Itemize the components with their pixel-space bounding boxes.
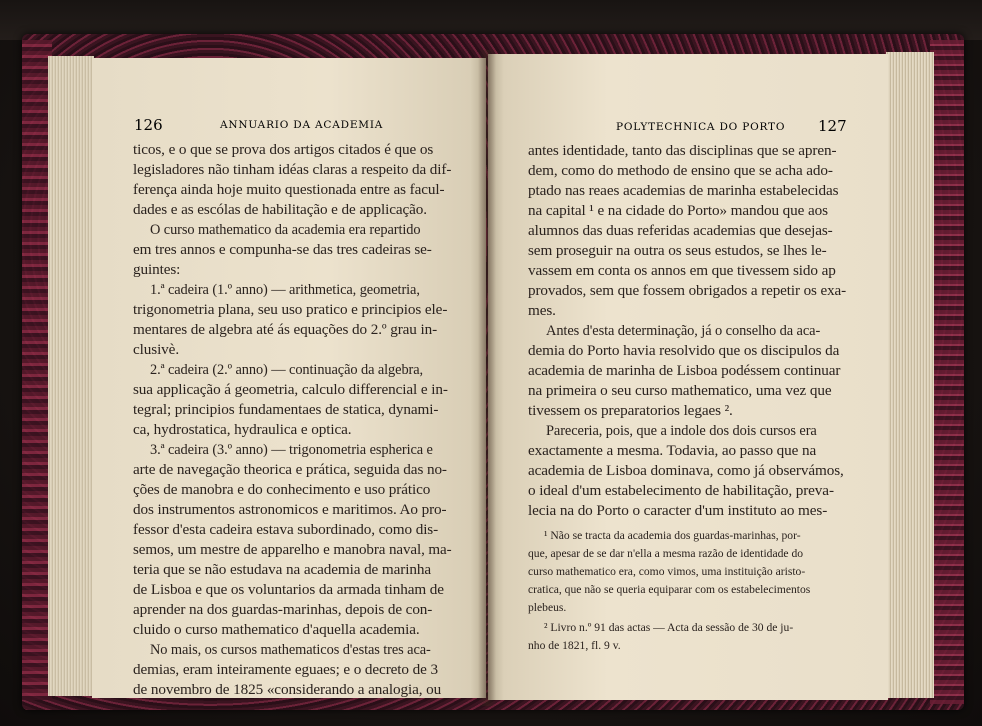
text-line: o ideal d'um estabelecimento de habilitação, preva- bbox=[528, 482, 834, 499]
right-running-header: POLYTECHNICA DO PORTO bbox=[616, 121, 786, 133]
text-line: legisladores não tinham idéas claras a respeito da dif- bbox=[133, 161, 452, 178]
footnote-line: cratica, que não se queria equiparar com os estabelecimentos bbox=[528, 583, 811, 596]
text-line: ticos, e o que se prova dos artigos citados é que os bbox=[133, 141, 434, 158]
footnote-line: que, apesar de se dar n'ella a mesma razão de identidade do bbox=[528, 547, 804, 560]
text-line: lecia na do Porto o caracter d'um instituto ao mes- bbox=[528, 502, 828, 519]
text-line: mes. bbox=[528, 302, 556, 319]
text-line: sua applicação á geometria, calculo differencial e in- bbox=[133, 381, 448, 398]
text-line: guintes: bbox=[133, 261, 181, 278]
text-line: demia do Porto havia resolvido que os discipulos da bbox=[528, 342, 840, 359]
text-line: dades e as escólas de habilitação e de applicação. bbox=[133, 201, 427, 218]
text-line: sem proseguir na outra os seus estudos, se lhes le- bbox=[528, 242, 827, 259]
left-running-header: ANNUARIO DA ACADEMIA bbox=[220, 119, 384, 131]
text-line: Pareceria, pois, que a indole dos dois cursos era bbox=[546, 422, 817, 439]
text-line: academia de Lisboa dominava, como já observámos, bbox=[528, 462, 844, 479]
text-line: teria que se não estudava na academia de marinha bbox=[133, 561, 431, 578]
text-line: clusivè. bbox=[133, 341, 180, 358]
text-line: 2.ª cadeira (2.º anno) — continuação da algebra, bbox=[150, 361, 424, 378]
text-line: dos instrumentos astronomicos e maritimos. Ao pro- bbox=[133, 501, 447, 518]
text-line: ções de manobra e do conhecimento e uso prático bbox=[133, 481, 431, 498]
page-stack-right bbox=[886, 52, 934, 698]
footnote-line: ² Livro n.º 91 das actas — Acta da sessão de 30 de ju- bbox=[544, 621, 794, 634]
text-line: ca, hydrostatica, hydraulica e optica. bbox=[133, 421, 352, 438]
text-line: de Lisboa e que os voluntarios da armada tinham de bbox=[133, 581, 444, 598]
text-line: O curso mathematico da academia era repartido bbox=[150, 221, 421, 238]
text-line: provados, sem que fossem obrigados a repetir os exa- bbox=[528, 282, 847, 299]
text-line: trigonometria plana, seu uso pratico e principios ele- bbox=[133, 301, 448, 318]
text-line: fessor d'esta cadeira estava subordinado, como dis- bbox=[133, 521, 439, 538]
text-line: em tres annos e compunha-se das tres cadeiras se- bbox=[133, 241, 432, 258]
text-line: na capital ¹ e na cidade do Porto» mandou que aos bbox=[528, 202, 828, 219]
footnote-line: plebeus. bbox=[528, 601, 567, 614]
text-line: dem, como do methodo de ensino que se acha ado- bbox=[528, 162, 833, 179]
text-line: tegral; principios fundamentaes de statica, dynami- bbox=[133, 401, 439, 418]
text-line: vassem em conta os annos em que tivessem sido ap bbox=[528, 262, 836, 279]
text-line: Antes d'esta determinação, já o conselho da aca- bbox=[546, 322, 821, 339]
text-line: exactamente a mesma. Todavia, ao passo que na bbox=[528, 442, 817, 459]
text-line: cluido o curso mathematico d'aquella academia. bbox=[133, 621, 420, 638]
text-line: 1.ª cadeira (1.º anno) — arithmetica, geometria, bbox=[150, 281, 420, 298]
text-line: antes identidade, tanto das disciplinas que se apren- bbox=[528, 142, 837, 159]
text-line: No mais, os cursos mathematicos d'estas tres aca- bbox=[150, 641, 431, 658]
text-line: arte de navegação theorica e prática, seguida das no- bbox=[133, 461, 447, 478]
book-gutter bbox=[478, 50, 496, 706]
text-line: demias, eram inteiramente eguaes; e o decreto de 3 bbox=[133, 661, 438, 678]
right-page-number: 127 bbox=[818, 117, 847, 135]
footnote-line: curso mathematico era, como vimos, uma instituição aristo- bbox=[528, 565, 806, 578]
text-line: semos, um mestre de apparelho e manobra naval, ma- bbox=[133, 541, 452, 558]
text-line: mentares de algebra até ás equações do 2.º grau in- bbox=[133, 321, 438, 338]
text-line: ferença ainda hoje muito questionada entre as facul- bbox=[133, 181, 445, 198]
text-line: na primeira o seu curso mathematico, uma vez que bbox=[528, 382, 832, 399]
cover-edge-right bbox=[930, 40, 964, 704]
text-line: ptado nas reaes academias de marinha estabelecidas bbox=[528, 182, 839, 199]
text-line: alumnos das duas referidas academias que desejas- bbox=[528, 222, 833, 239]
text-line: 3.ª cadeira (3.º anno) — trigonometria espherica e bbox=[150, 441, 433, 458]
text-line: de novembro de 1825 «considerando a analogia, ou bbox=[133, 681, 442, 698]
footnote-line: nho de 1821, fl. 9 v. bbox=[528, 639, 621, 652]
left-page-number: 126 bbox=[134, 116, 163, 134]
text-line: tivessem os preparatorios legaes ². bbox=[528, 402, 733, 419]
page-stack-left bbox=[48, 56, 94, 696]
footnote-line: ¹ Não se tracta da academia dos guardas-marinhas, por- bbox=[544, 529, 801, 542]
text-line: academia de marinha de Lisboa podéssem continuar bbox=[528, 362, 841, 379]
text-line: aprender na dos guardas-marinhas, depois de con- bbox=[133, 601, 433, 618]
